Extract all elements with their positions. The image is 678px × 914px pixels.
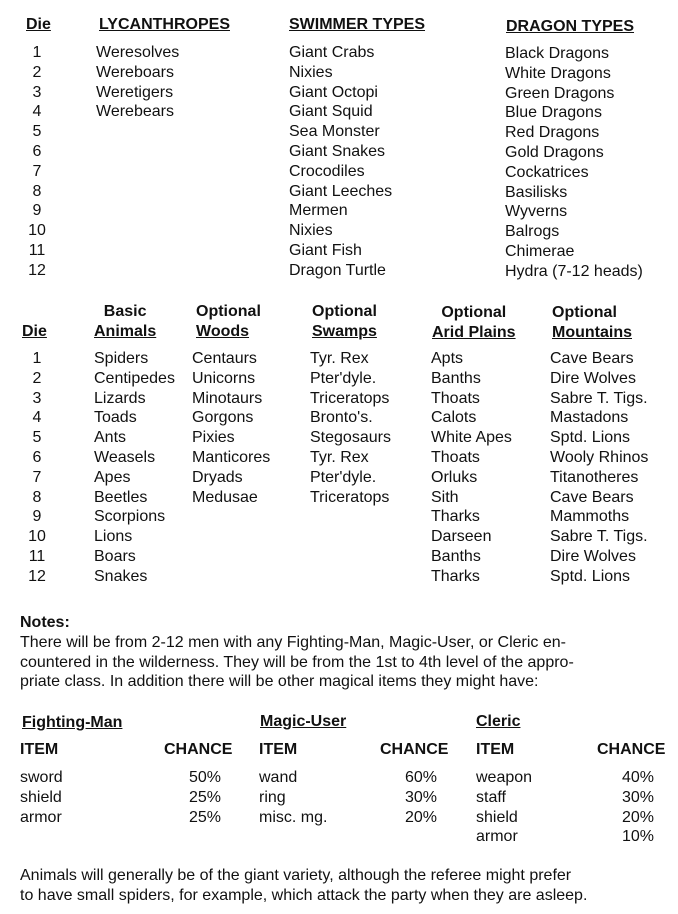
optional-arid-plains-column-entry: White Apes <box>431 429 512 447</box>
notes-line: There will be from 2-12 men with any Fighting-Man, Magic-User, or Cleric en- <box>20 634 566 651</box>
optional-arid-plains-header-line2: Arid Plains <box>432 324 516 341</box>
basic-animals-column-entry: Snakes <box>94 567 148 585</box>
optional-woods-column-entry: Unicorns <box>192 369 256 387</box>
optional-mountains-column-entry: Mastadons <box>550 409 629 427</box>
magic-user-chance-header: CHANCE <box>380 741 449 758</box>
animal-die-column-entry: 5 <box>32 429 42 447</box>
animal-die-column-entry: 10 <box>28 528 46 546</box>
dragon-types-header: DRAGON TYPES <box>506 18 635 35</box>
die-column-entry: 1 <box>32 44 42 61</box>
die-column-entry: 10 <box>28 222 46 240</box>
swimmer-types-column-entry: Nixies <box>289 63 333 81</box>
cleric-chance-header: CHANCE <box>597 741 666 758</box>
swimmer-types-column-entry: Nixies <box>289 222 333 240</box>
basic-animals-column-entry: Scorpions <box>94 508 166 526</box>
basic-animals-column-entry: Lizards <box>94 389 146 407</box>
lycanthropes-column-entry: Wereboars <box>96 63 174 81</box>
animal-die-column-entry: 9 <box>32 508 42 526</box>
magic-user-chances-entry: 20% <box>404 808 437 826</box>
optional-arid-plains-header-line1: Optional <box>441 304 507 321</box>
animal-die-column-entry: 4 <box>32 409 42 427</box>
swimmer-types-column <box>289 43 392 281</box>
optional-woods-header-line1: Optional <box>196 303 261 320</box>
optional-swamps-column-entry: Pter'dyle. <box>310 369 377 387</box>
animal-die-column-entry: 3 <box>32 389 42 407</box>
die-column <box>22 43 52 281</box>
optional-mountains-column-entry: Mammoths <box>550 508 630 526</box>
cleric-chances-entry: 30% <box>621 788 654 806</box>
optional-mountains-column-entry: Sptd. Lions <box>550 429 631 447</box>
dragon-types-column-entry: Balrogs <box>505 223 560 241</box>
dragon-types-column-entry: Gold Dragons <box>505 143 604 161</box>
optional-arid-plains-column-entry: Banths <box>431 369 481 387</box>
optional-arid-plains-column-entry: Thoats <box>431 389 480 407</box>
dragon-types-column-entry: Red Dragons <box>505 124 600 142</box>
dragon-types-column-entry: Blue Dragons <box>505 104 602 122</box>
dragon-types-column-entry: White Dragons <box>505 64 611 82</box>
optional-woods-column-entry: Manticores <box>192 448 271 466</box>
fighting-man-item-header: ITEM <box>20 741 59 758</box>
basic-animals-column-entry: Apes <box>94 468 131 486</box>
dragon-types-column-entry: Cockatrices <box>505 163 589 181</box>
cleric-chances-entry: 20% <box>621 808 654 826</box>
optional-woods-column-entry: Gorgons <box>192 409 254 427</box>
die-column-entry: 11 <box>28 241 46 259</box>
optional-swamps-column-entry: Tyr. Rex <box>310 448 369 466</box>
optional-arid-plains-column-entry: Tharks <box>431 508 480 526</box>
lycanthropes-column <box>96 43 179 122</box>
cleric-items-entry: weapon <box>476 769 533 786</box>
optional-arid-plains-column <box>431 349 512 587</box>
optional-mountains-column-entry: Dire Wolves <box>550 547 636 565</box>
optional-woods-header-line2: Woods <box>196 323 250 340</box>
optional-arid-plains-header <box>432 303 516 343</box>
optional-mountains-column-entry: Cave Bears <box>550 350 634 367</box>
footer-line: Animals will generally be of the giant variety, although the referee might prefer <box>20 867 572 884</box>
optional-mountains-header-line1: Optional <box>552 304 617 321</box>
optional-swamps-column-entry: Tyr. Rex <box>310 350 369 367</box>
optional-mountains-column <box>550 349 648 587</box>
magic-user-items-entry: wand <box>259 769 298 786</box>
cleric-chances <box>604 768 654 847</box>
magic-user-chances-entry: 30% <box>404 788 437 806</box>
animal-die-column-entry: 7 <box>32 468 42 486</box>
basic-animals-header-line1: Basic <box>103 303 147 320</box>
dragon-types-column-entry: Hydra (7-12 heads) <box>505 262 643 280</box>
magic-user-chances <box>387 768 437 827</box>
basic-animals-column-entry: Centipedes <box>94 369 175 387</box>
dragon-types-column-entry: Basilisks <box>505 183 568 201</box>
magic-user-chances-entry: 60% <box>404 769 437 786</box>
cleric-title: Cleric <box>476 713 521 730</box>
swimmer-types-column-entry: Giant Snakes <box>289 142 386 160</box>
fighting-man-items <box>20 768 63 827</box>
die-header: Die <box>26 16 51 33</box>
optional-mountains-column-entry: Sabre T. Tigs. <box>550 528 648 546</box>
lycanthropes-header: LYCANTHROPES <box>99 16 230 33</box>
magic-user-items-entry: misc. mg. <box>259 808 328 826</box>
magic-user-items <box>259 768 327 827</box>
magic-user-item-header: ITEM <box>259 741 298 758</box>
basic-animals-column-entry: Lions <box>94 528 133 546</box>
swimmer-types-column-entry: Mermen <box>289 202 348 220</box>
optional-arid-plains-column-entry: Banths <box>431 547 481 565</box>
optional-woods-column-entry: Pixies <box>192 429 235 447</box>
die-column-entry: 12 <box>28 261 46 279</box>
optional-woods-column <box>192 349 270 507</box>
lycanthropes-column-entry: Weresolves <box>96 44 180 61</box>
optional-mountains-column-entry: Cave Bears <box>550 488 634 506</box>
optional-swamps-header-line2: Swamps <box>312 323 377 340</box>
fighting-man-items-entry: sword <box>20 769 63 786</box>
optional-arid-plains-column-entry: Orluks <box>431 468 478 486</box>
fighting-man-chances-entry: 50% <box>188 769 221 786</box>
optional-mountains-column-entry: Titanotheres <box>550 468 639 486</box>
fighting-man-chances <box>171 768 221 827</box>
die-column-entry: 5 <box>32 123 42 141</box>
cleric-items-entry: armor <box>476 828 518 846</box>
optional-woods-column-entry: Centaurs <box>192 350 257 367</box>
cleric-items <box>476 768 532 847</box>
optional-arid-plains-column-entry: Darseen <box>431 528 492 546</box>
footer-line: to have small spiders, for example, which attack the party when they are asleep. <box>20 886 588 904</box>
footer-paragraph <box>20 866 670 905</box>
die-column-entry: 2 <box>32 63 42 81</box>
animal-die-column-entry: 2 <box>32 369 42 387</box>
swimmer-types-column-entry: Dragon Turtle <box>289 261 386 279</box>
swimmer-types-column-entry: Crocodiles <box>289 162 365 180</box>
cleric-chances-entry: 10% <box>621 828 654 846</box>
dragon-types-column-entry: Chimerae <box>505 242 575 260</box>
die-column-entry: 9 <box>32 202 42 220</box>
optional-woods-column-entry: Dryads <box>192 468 243 486</box>
optional-woods-header <box>196 302 261 342</box>
notes-line: countered in the wilderness. They will be from the 1st to 4th level of the appro- <box>20 653 574 671</box>
die-column-entry: 8 <box>32 182 42 200</box>
optional-arid-plains-column-entry: Tharks <box>431 567 480 585</box>
optional-swamps-column-entry: Triceratops <box>310 488 390 506</box>
basic-animals-column-entry: Spiders <box>94 350 149 367</box>
dragon-types-column-entry: Green Dragons <box>505 84 615 102</box>
swimmer-types-column-entry: Giant Fish <box>289 241 362 259</box>
cleric-item-header: ITEM <box>476 741 515 758</box>
basic-animals-header-line2: Animals <box>94 323 157 340</box>
swimmer-types-column-entry: Giant Crabs <box>289 44 375 61</box>
swimmer-types-column-entry: Giant Octopi <box>289 83 378 101</box>
optional-arid-plains-column-entry: Thoats <box>431 448 480 466</box>
optional-swamps-column-entry: Bronto's. <box>310 409 373 427</box>
dragon-types-column-entry: Wyverns <box>505 203 568 221</box>
fighting-man-chances-entry: 25% <box>188 788 221 806</box>
basic-animals-header <box>94 302 156 342</box>
lycanthropes-column-entry: Werebears <box>96 103 174 121</box>
optional-swamps-column-entry: Pter'dyle. <box>310 468 377 486</box>
cleric-items-entry: shield <box>476 808 518 826</box>
optional-arid-plains-column-entry: Calots <box>431 409 477 427</box>
optional-swamps-column-entry: Stegosaurs <box>310 429 391 447</box>
cleric-items-entry: staff <box>476 788 506 806</box>
die-column-entry: 7 <box>32 162 42 180</box>
swimmer-types-column-entry: Giant Leeches <box>289 182 393 200</box>
optional-swamps-header <box>312 302 377 342</box>
optional-mountains-column-entry: Wooly Rhinos <box>550 448 649 466</box>
basic-animals-column-entry: Beetles <box>94 488 148 506</box>
notes-line: priate class. In addition there will be other magical items they might have: <box>20 673 539 690</box>
optional-mountains-column-entry: Sptd. Lions <box>550 567 631 585</box>
cleric-chances-entry: 40% <box>621 769 654 786</box>
optional-arid-plains-column-entry: Apts <box>431 350 464 367</box>
optional-woods-column-entry: Minotaurs <box>192 389 263 407</box>
fighting-man-chances-entry: 25% <box>188 808 221 826</box>
optional-mountains-column-entry: Dire Wolves <box>550 369 636 387</box>
optional-woods-column-entry: Medusae <box>192 488 258 506</box>
die-column-entry: 6 <box>32 142 42 160</box>
dragon-types-column <box>505 44 643 282</box>
die-column-entry: 4 <box>32 103 42 121</box>
optional-mountains-header <box>552 303 632 343</box>
animal-die-column-entry: 8 <box>32 488 42 506</box>
basic-animals-column-entry: Boars <box>94 547 136 565</box>
optional-mountains-column-entry: Sabre T. Tigs. <box>550 389 648 407</box>
optional-swamps-header-line1: Optional <box>312 303 377 320</box>
basic-animals-column <box>94 349 175 587</box>
fighting-man-items-entry: armor <box>20 808 62 826</box>
magic-user-title: Magic-User <box>260 713 347 730</box>
swimmer-types-header: SWIMMER TYPES <box>289 16 426 33</box>
animal-die-column-entry: 1 <box>32 350 42 367</box>
optional-swamps-column-entry: Triceratops <box>310 389 390 407</box>
fighting-man-items-entry: shield <box>20 788 62 806</box>
animal-die-column-entry: 6 <box>32 448 42 466</box>
notes-paragraph <box>20 633 670 692</box>
animal-die-column-entry: 11 <box>28 547 46 565</box>
optional-mountains-header-line2: Mountains <box>552 324 632 341</box>
basic-animals-column-entry: Ants <box>94 429 127 447</box>
animal-die-header: Die <box>22 323 47 340</box>
die-column-entry: 3 <box>32 83 42 101</box>
fighting-man-title: Fighting-Man <box>22 714 123 731</box>
magic-user-items-entry: ring <box>259 788 286 806</box>
swimmer-types-column-entry: Sea Monster <box>289 123 380 141</box>
swimmer-types-column-entry: Giant Squid <box>289 103 373 121</box>
optional-swamps-column <box>310 349 391 507</box>
basic-animals-column-entry: Toads <box>94 409 137 427</box>
notes-title: Notes: <box>20 614 70 631</box>
animal-die-column-entry: 12 <box>28 567 46 585</box>
dragon-types-column-entry: Black Dragons <box>505 45 610 62</box>
animal-die-column <box>22 349 52 587</box>
lycanthropes-column-entry: Weretigers <box>96 83 174 101</box>
basic-animals-column-entry: Weasels <box>94 448 156 466</box>
fighting-man-chance-header: CHANCE <box>164 741 233 758</box>
optional-arid-plains-column-entry: Sith <box>431 488 459 506</box>
